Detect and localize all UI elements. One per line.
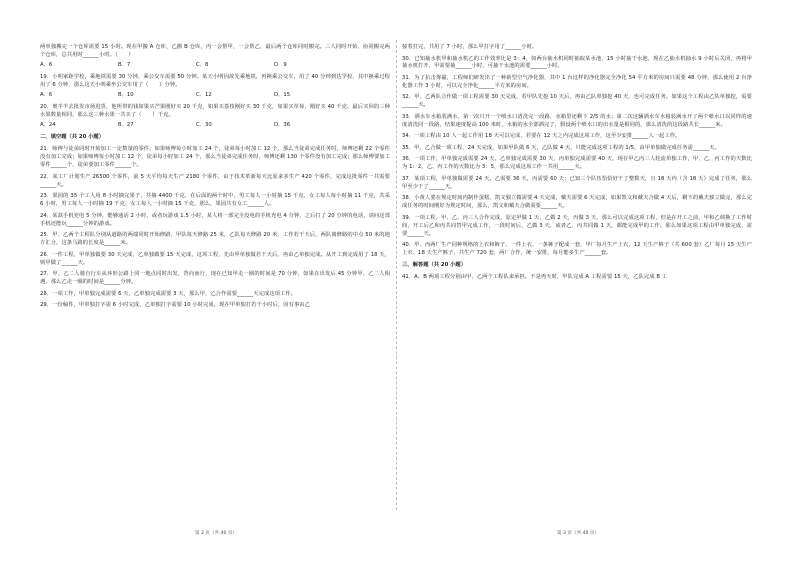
question-34: 34．一项工程由 10 人一起工作用 18 天可以完成，若要在 12 天之内完成这项工作，这至少安排______人一起工作。 [402,133,681,140]
question-31: 31．为了抗击雾霾，工程师们研发出了一种新型空气净化器，其中 1 台这样的净化器完全净化 54 平方米的房间只需要 48 分钟，那么使用 2 台净化器工作 3 小时，可以完全净化______平方米的房间。 [402,75,752,89]
option-c: C．30 [196,122,212,129]
question-20-options [40,122,390,130]
question-38: 38．小黄人要在规定时间内制作蛋糕，凯文独立做需要 4 天完成，戴夫需要 6 天完成，如果凯文和戴夫合做 4 天后，剩下的戴夫独立做完，那么完成任务的时间刚好为规定时间，那么，凯文和戴夫合做需要______天。 [402,195,752,210]
question-39: 39．一项工程，甲、乙、丙三人合作完成，原定甲做 1 天，乙做 2 天，丙做 3 天，那么可以完成这项工程，但是在开工之前，甲和乙调换了工作时间，开工后乙和丙共同替甲完成工作，一段时间后，乙做 3 天，或者乙、丙共同做 1 天，都能完成甲的工作。那么如果这项工程由甲单独完成，需要______天。 [402,214,752,237]
option-a: A．24 [40,122,56,129]
option-d: D．9 [274,62,287,69]
option-b: B．27 [118,122,134,129]
right-column [402,44,752,286]
option-c: C．8 [196,62,209,69]
option-a: A．6 [40,62,53,69]
question-27: 27．甲、乙二人骑自行车从环形公路上同一地点同时出发，背向而行，现在已知甲走一圈的时间是 70 分钟，如果在出发后 45 分钟甲、乙二人相遇，那么乙走一圈的时间是______分钟。 [40,271,390,286]
option-b: B．10 [118,92,134,99]
section-heading-solutions: 三、解答题（共 20 小题） [402,262,467,269]
question-18-continued: 两单独搬完一个仓库需要 15 小时。现在甲搬 A 仓库，乙搬 B 仓库，丙一会帮甲，一会帮乙，最后两个仓库同时搬完。三人同时开始，协同搬完两个仓库，总共用时______小时。（ ） [40,44,390,58]
question-24: 24．某款手机充电 5 分钟，能够通话 2 小时，或者玩游戏 1.5 小时，某人将一部完全没电的手机充电 4 分钟，之后打了 20 分钟的电话，请问这部手机还能玩______分钟的游戏。 [40,212,390,227]
option-d: D．36 [274,122,291,129]
question-19-options [40,92,390,100]
question-19: 19．小明家距学校，乘地铁需要 30 分钟，乘公交车需要 50 分钟。某天小明因故先乘地铁，再换乘公交车，用了 40 分钟到达学校，其中换乘过程用了 6 分钟，那么这天小明乘坐公交车用了（ ）分钟。 [40,74,390,88]
question-29-continued: 接着打完，共用了 7 小时，那么甲打字用了______小时。 [402,44,538,50]
left-column [40,44,390,314]
question-22: 22．某工厂计划生产 26500 个零件，前 5 天平均每天生产 2180 个零件，由于技术革新每天比原来多生产 420 个零件，完成这批零件一共需要______天。 [40,173,390,188]
question-35: 35．甲、乙合做一项工程，24 天完成，如果甲队做 6 天，乙队做 4 天，只能完成这项工程的 1/5，由甲单独做完成任务需______天。 [402,144,720,151]
section-heading-fill-in: 二、填空题（共 20 小题） [40,134,105,141]
question-40: 40．甲、丙两厂生产同种规格的上衣和裤子，一件上衣、一条裤子配成一套，甲厂每月生产上衣、12 天生产裤子（共 600 套）乙厂每月 15 天生产上衣、18 天生产裤子，共生产 720 套，两厂合作，统一安排，每月能多生产______套。 [402,242,752,257]
question-20: 20．奥羊羊去批发市场进货，他所带的钱如果买芒果刚好买 20 千克，如果买荔枝刚好买 30 千克，如果买草莓，刚好买 40 千克。最后买回的三种水果数量相同，那么这三种水果一共买了（ ）千克。 [40,104,390,118]
question-23: 23．果园的 35 个工人用 8 小时摘完果子，共摘 4400 千克，在后面的两个时中，男工每人一小时摘 15 千克，女工每人每小时摘 11 千克，共采 6 小时，男工每人一小时摘 19 千克，女工每人一小时摘 15 千克，那么，果园共有女工______人。 [40,193,390,208]
column-divider [396,40,397,510]
option-c: C．12 [196,92,212,99]
question-21: 21．师傅与徒弟同时开始加工一定数量的零件，如果师傅每小时加工 24 个，徒弟每小时加工 12 个，那么当徒弟完成任务时，师傅还剩 22 个零件没有加工完成；如果师傅每小时加工 12 个，徒弟每小时加工 24 个，那么当徒弟完成任务时，师傅还剩 130 个零件没有加工完成；那么师傅要加工零件______个，徒弟要加工零件______个。 [40,146,390,169]
page-number-right: 第 3 页（共 40 页） [556,531,600,536]
question-18-options [40,62,390,70]
question-36: 36．一项工作，甲单独完成需要 24 天，乙单独完成需要 30 天，丙单独完成需要 40 天，现在甲乙丙三人轮流单独工作，甲、乙、丙工作的天数比为 1：2，乙、丙工作的天数比为 3：5，那么完成这项工作一共用______天。 [402,156,752,171]
question-30: 30．已知抽水机甲和抽水机乙的工作效率比是 3：4，如两台抽水机同时抽取某水池，15 小时抽干水池，现在乙抽水机抽水 9 小时后关闭，再将甲抽水机打开，甲需要抽______小时，可抽干水池的需要______小时。 [402,55,752,70]
option-a: A．6 [40,92,53,99]
question-28: 28．一项工作，甲单独完成需要 6 天，乙单独完成需要 3 天，那么甲、乙合作需要______天完成这项工作。 [40,290,297,297]
question-25: 25．甲、乙两个工程队分别从道路的两端同时开始修路，甲队每天修路 25 米，乙队每天修路 20 米，工作若干天后，两队离修路的中点 50 米的地方汇合，这条马路的长度是______米。 [40,232,390,247]
option-b: B．7 [118,62,131,69]
option-d: D．15 [274,92,291,99]
question-41: 41．A、B 两项工程分别由甲、乙两个工程队来承担。不是再天时，甲队完成 A 工程需要 15 天，乙队完成 B 工 [402,274,668,281]
question-26: 26．一件工程，甲单独做要 30 天完成，乙单独做要 15 天完成，这项工程，先由甲单独做若干天后，再由乙单独完成。从开工到完成用了 18 天，则甲做了______天。 [40,251,390,266]
page-number-left: 第 2 页（共 40 页） [194,531,238,536]
question-33: 33．洒水车水箱装满水，第一次只开一个喷水口清洗完一段路，水箱里还剩下 2/5 的水；第二次这辆洒水车水箱装满水开了两个喷水口以同样的速度清洗同一段路，结果速度提高 100 米时，水箱的水全部洒完了，假设两个喷水口的出水量是相同的，那么清洗的这段路共长______米。 [402,113,752,128]
question-37: 37．某项工程，甲单独做需要 24 天，乙需要 36 天，丙需要 60 天；已知三个队伍恰恰好干了整数天，且 18 天内（含 18 天）完成了任务，那么甲至少干了______天。 [402,175,752,190]
question-32: 32．甲、乙两队合作做一项工程需要 30 天完成，若甲队先挖 10 天后，再由乙队单独挖 40 天，也可完成任务。如果这个工程由乙队单独挖，需要______天。 [402,94,752,109]
question-29: 29．一份稿件，甲单独打字需 6 小时完成，乙单独打字需要 10 小时完成，现在甲单独打若干小时后，因有事由乙 [40,302,310,309]
